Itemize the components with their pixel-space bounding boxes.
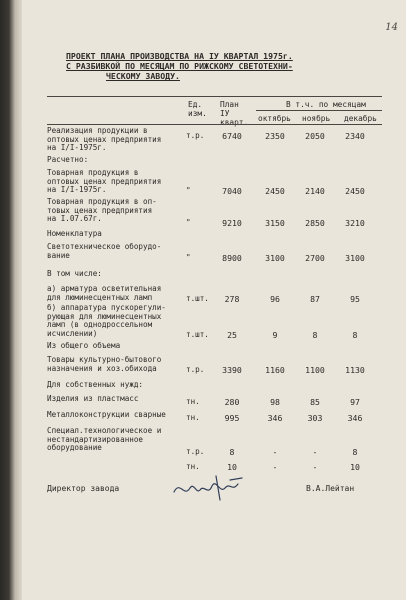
plan-value: 8	[229, 447, 235, 457]
row-unit: т.шт.	[186, 294, 209, 303]
header-month-dec: декабрь	[344, 114, 377, 123]
plan-value: 9210	[222, 218, 242, 228]
row-label-line: рующая для люминесцентных	[47, 311, 162, 321]
row-label	[47, 395, 207, 404]
row-label-line: Светотехническое оборудо-	[47, 242, 162, 251]
row-label	[47, 230, 207, 239]
header-top-rule	[47, 96, 382, 97]
month-value: 2450	[345, 186, 365, 196]
header-bottom-rule	[47, 124, 382, 125]
handwritten-signature	[170, 470, 250, 504]
row-label-line: оптовых ценах предприятия	[47, 176, 162, 186]
month-value: -	[312, 462, 318, 472]
month-value: 9	[272, 330, 278, 340]
row-label-line: ламп (в однодроссельном	[47, 320, 153, 330]
row-label-line: Реализация продукции в	[47, 126, 148, 135]
row-label	[47, 342, 207, 351]
month-value: 8	[312, 330, 318, 340]
row-label	[47, 127, 207, 153]
row-unit: "	[186, 253, 191, 262]
plan-value: 10	[227, 462, 237, 472]
row-unit: "	[186, 218, 191, 227]
month-value: 303	[307, 413, 323, 423]
row-label	[47, 285, 207, 302]
month-value: 346	[267, 413, 283, 423]
month-value: 8	[352, 330, 358, 340]
row-label-line: на I/I-1975г.	[47, 143, 107, 153]
row-label-line: нестандартизированное	[47, 434, 144, 444]
title-line: С РАЗБИВКОЙ ПО МЕСЯЦАМ ПО РИЖСКОМУ СВЕТОТЕХНИ-	[66, 61, 293, 71]
month-value: 2350	[265, 131, 285, 141]
row-label-line: В том числе:	[47, 269, 102, 278]
month-value: 97	[350, 397, 360, 407]
row-unit: т.р.	[186, 131, 205, 140]
row-label	[47, 427, 207, 453]
month-value: 85	[310, 397, 320, 407]
month-value: 2850	[305, 218, 325, 228]
row-label-line: товых ценах предприятия	[47, 205, 153, 215]
header-plan: План IУ кварт.	[220, 100, 249, 127]
plan-value: 280	[224, 397, 240, 407]
title-line: ПРОЕКТ ПЛАНА ПРОИЗВОДСТВА НА IУ КВАРТАЛ 1975г.	[66, 51, 293, 61]
row-label	[47, 304, 207, 338]
row-label-line: Специал.технологическое и	[47, 426, 162, 435]
month-value: 87	[310, 294, 320, 304]
document-title	[66, 51, 366, 81]
row-unit: т.р.	[186, 447, 205, 456]
header-month-nov: ноябрь	[302, 114, 331, 123]
month-value: 2140	[305, 186, 325, 196]
month-value: -	[272, 462, 278, 472]
month-value: 98	[270, 397, 280, 407]
row-label-line: Металлоконструкции сварные	[47, 410, 166, 419]
row-label-line: вание	[47, 250, 70, 260]
plan-value: 7040	[222, 186, 242, 196]
row-label	[47, 169, 207, 195]
month-value: 3100	[265, 253, 285, 263]
row-unit: тн.	[186, 397, 200, 406]
plan-value: 6740	[222, 131, 242, 141]
row-label	[47, 381, 207, 390]
director-title: Директор завода	[47, 484, 120, 493]
month-value: -	[312, 447, 318, 457]
binding-edge	[0, 0, 22, 600]
months-rule	[256, 110, 382, 111]
row-label-line: Изделия из пластмасс	[47, 394, 139, 403]
plan-value: 995	[224, 413, 240, 423]
row-label-line: Товары культурно-бытового	[47, 355, 162, 364]
row-label-line: назначения и хоз.обихода	[47, 363, 157, 373]
row-label-line: исчислении)	[47, 328, 98, 338]
row-unit: т.шт.	[186, 330, 209, 339]
row-label-line: б) аппаратура пускорегули-	[47, 303, 166, 312]
row-label-line: Товарная продукция в оп-	[47, 197, 157, 206]
month-value: 96	[270, 294, 280, 304]
month-value: -	[272, 447, 278, 457]
row-label-line: на I.07.67г.	[47, 214, 102, 224]
plan-value: 25	[227, 330, 237, 340]
row-label	[47, 243, 207, 260]
row-label-line: Номенклатура	[47, 229, 102, 238]
row-label-line: Из общего объема	[47, 341, 121, 350]
month-value: 346	[347, 413, 363, 423]
row-label-line: для люминесцентных ламп	[47, 292, 153, 302]
month-value: 2450	[265, 186, 285, 196]
month-value: 1160	[265, 365, 285, 375]
row-label	[47, 156, 207, 165]
director-name: В.А.Лейтан	[306, 484, 355, 493]
month-value: 2050	[305, 131, 325, 141]
month-value: 2340	[345, 131, 365, 141]
month-value: 2700	[305, 253, 325, 263]
month-value: 8	[352, 447, 358, 457]
row-label-line: оптовых ценах предприятия	[47, 134, 162, 144]
title-line: ЧЕСКОМУ ЗАВОДУ.	[106, 71, 180, 81]
plan-value: 278	[224, 294, 240, 304]
header-month-oct: октябрь	[258, 114, 291, 123]
row-label-line: Расчетно:	[47, 155, 89, 164]
row-unit: т.р.	[186, 365, 205, 374]
row-label	[47, 356, 207, 373]
row-label-line: Для собственных нужд:	[47, 380, 144, 389]
row-label-line: а) арматура осветительная	[47, 284, 162, 293]
header-by-months: В т.ч. по месяцам	[286, 100, 366, 109]
row-unit: "	[186, 186, 191, 195]
row-label-line: Товарная продукция в	[47, 168, 139, 177]
row-label-line: на I/I-1975г.	[47, 185, 107, 195]
row-label	[47, 198, 207, 224]
month-value: 3150	[265, 218, 285, 228]
row-unit: тн.	[186, 413, 200, 422]
row-label	[47, 270, 207, 279]
month-value: 3210	[345, 218, 365, 228]
month-value: 1100	[305, 365, 325, 375]
archive-page-number: 14	[385, 22, 398, 33]
month-value: 3100	[345, 253, 365, 263]
month-value: 10	[350, 462, 360, 472]
header-unit: Ед. изм.	[188, 100, 207, 118]
month-value: 1130	[345, 365, 365, 375]
row-unit: тн.	[186, 462, 200, 471]
row-label-line: оборудование	[47, 443, 102, 453]
plan-value: 3390	[222, 365, 242, 375]
plan-value: 8900	[222, 253, 242, 263]
month-value: 95	[350, 294, 360, 304]
row-label	[47, 411, 207, 420]
